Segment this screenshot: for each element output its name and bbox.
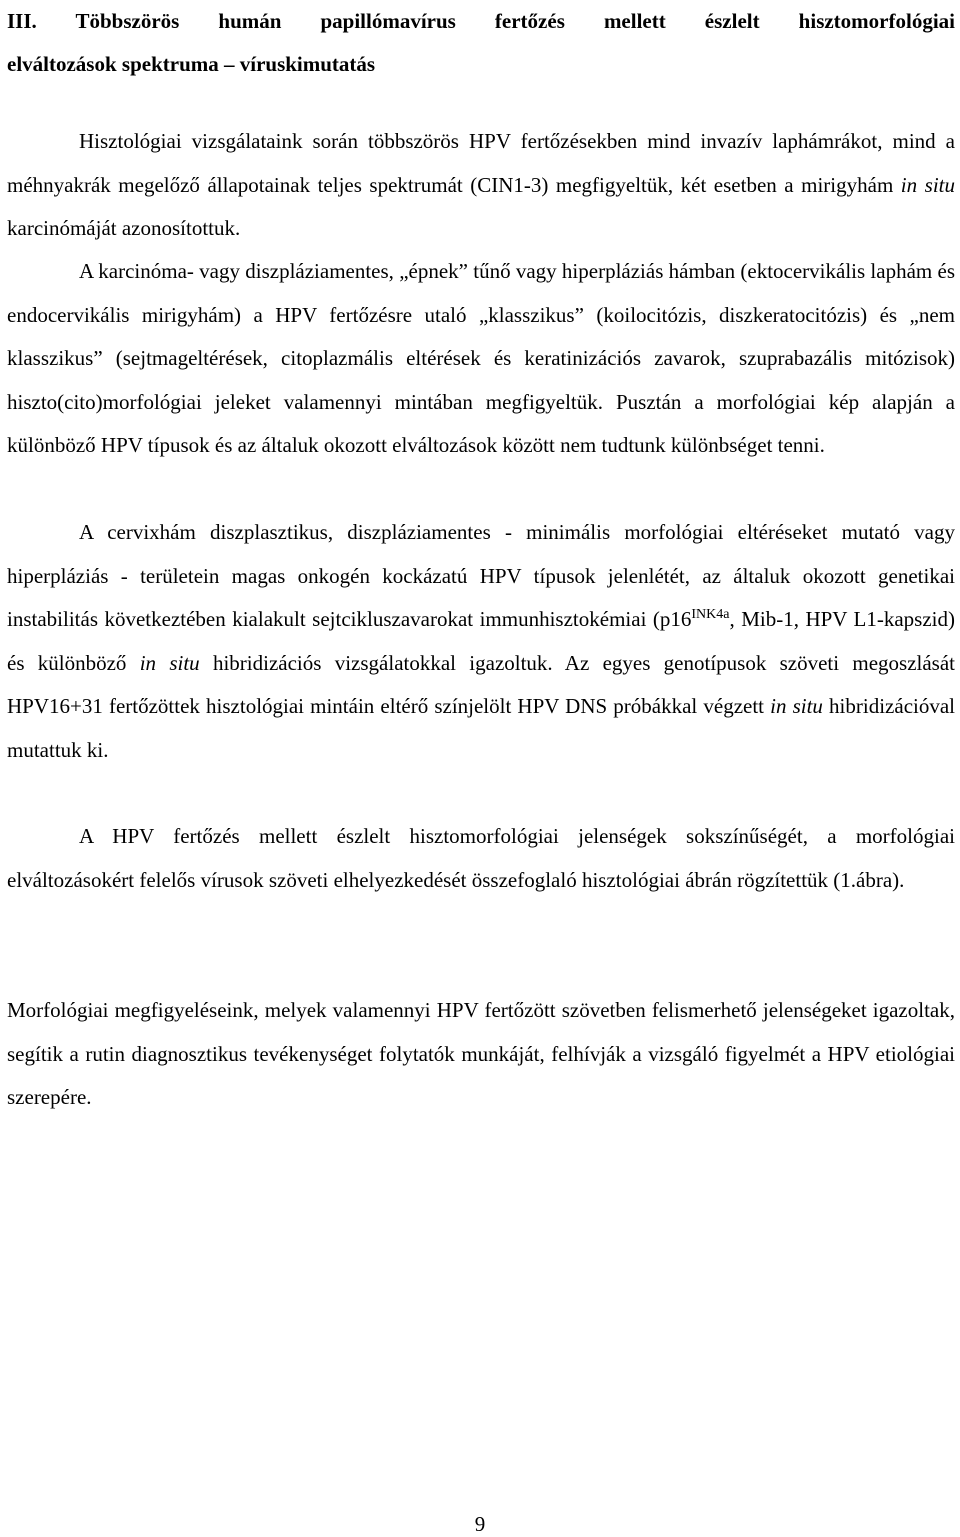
heading-line-1: III. Többszörös humán papillómavírus fertőzés mellett észlelt hisztomorfológiai: [7, 9, 955, 33]
heading-line-2: elváltozások spektruma – víruskimutatás: [7, 52, 376, 76]
paragraph-histology-findings: [7, 120, 955, 251]
paragraph-text: karcinómáját azonosítottuk.: [7, 216, 241, 240]
paragraph-text: Hisztológiai vizsgálataink során többszörös HPV fertőzésekben mind invazív laphámrákot, mind a méhnyakrák megelőző állapotainak teljes spektrumát (CIN1-3) megfigyeltük, két esetben a mirigyhám: [7, 129, 955, 197]
italic-term: in situ: [770, 694, 823, 718]
superscript-ink4a: INK4a: [691, 607, 730, 622]
paragraph-text: hibridizációs vizsgálatokkal igazoltuk. Az egyes genotípusok szöveti megoszlását HPV16+31 fertőzöttek hisztológiai mintáin eltérő színjelölt HPV DNS próbákkal végzett: [7, 650, 955, 718]
paragraph-text: A cervixhám diszplasztikus, diszpláziamentes - minimális morfológiai eltéréseket mutató vagy hiperpláziás - területein magas onkogén kockázatú HPV típusok jelenlétét, az általuk okozott genetikai instabilitás következtében kialakult sejtcikluszavarokat immunhisztokémiai (p16: [7, 520, 955, 631]
paragraph-text: hibridizációval mutattuk ki.: [7, 694, 956, 762]
paragraph-morphology-signs: [7, 250, 955, 468]
paragraph-text: Morfológiai megfigyeléseink, melyek valamennyi HPV fertőzött szövetben felismerhető jelenségeket igazoltak, segítik a rutin diagnosztikus tevékenységet folytatók munkáját, felhívják a vizsgáló figyelmét a HPV etiológiai szerepére.: [7, 998, 955, 1109]
italic-term: in situ: [139, 650, 200, 675]
paragraph-text: , Mib-1, HPV L1-kapszid) és különböző: [7, 607, 956, 675]
paragraph-text: A karcinóma- vagy diszpláziamentes, „épnek” tűnő vagy hiperpláziás hámban (ektocervikális laphám és endocervikális mirigyhám) a HPV fertőzésre utaló „klasszikus” (koilocitózis, diszkeratocitózis) és „nem klasszikus” (sejtmageltérések, citoplazmális eltérések és keratinizációs zavarok, szuprabazális mitózisok) hiszto(cito)morfológiai jeleket valamennyi mintában megfigyeltük. Pusztán a morfológiai kép alapján a különböző HPV típusok és az általuk okozott elváltozások között nem tudtunk különbséget tenni.: [7, 259, 955, 457]
paragraph-figure-summary: [7, 815, 955, 902]
paragraph-immunohistochemistry: [7, 511, 955, 772]
page-number: 9: [474, 1512, 486, 1536]
paragraph-conclusion: [7, 989, 955, 1120]
section-heading: [7, 0, 955, 86]
paragraph-text: A HPV fertőzés mellett észlelt hisztomorfológiai jelenségek sokszínűségét, a morfológiai elváltozásokért felelős vírusok szöveti elhelyezkedését összefoglaló hisztológiai ábrán rögzítettük (1.ábra).: [7, 824, 955, 892]
italic-term: in situ: [900, 172, 955, 197]
